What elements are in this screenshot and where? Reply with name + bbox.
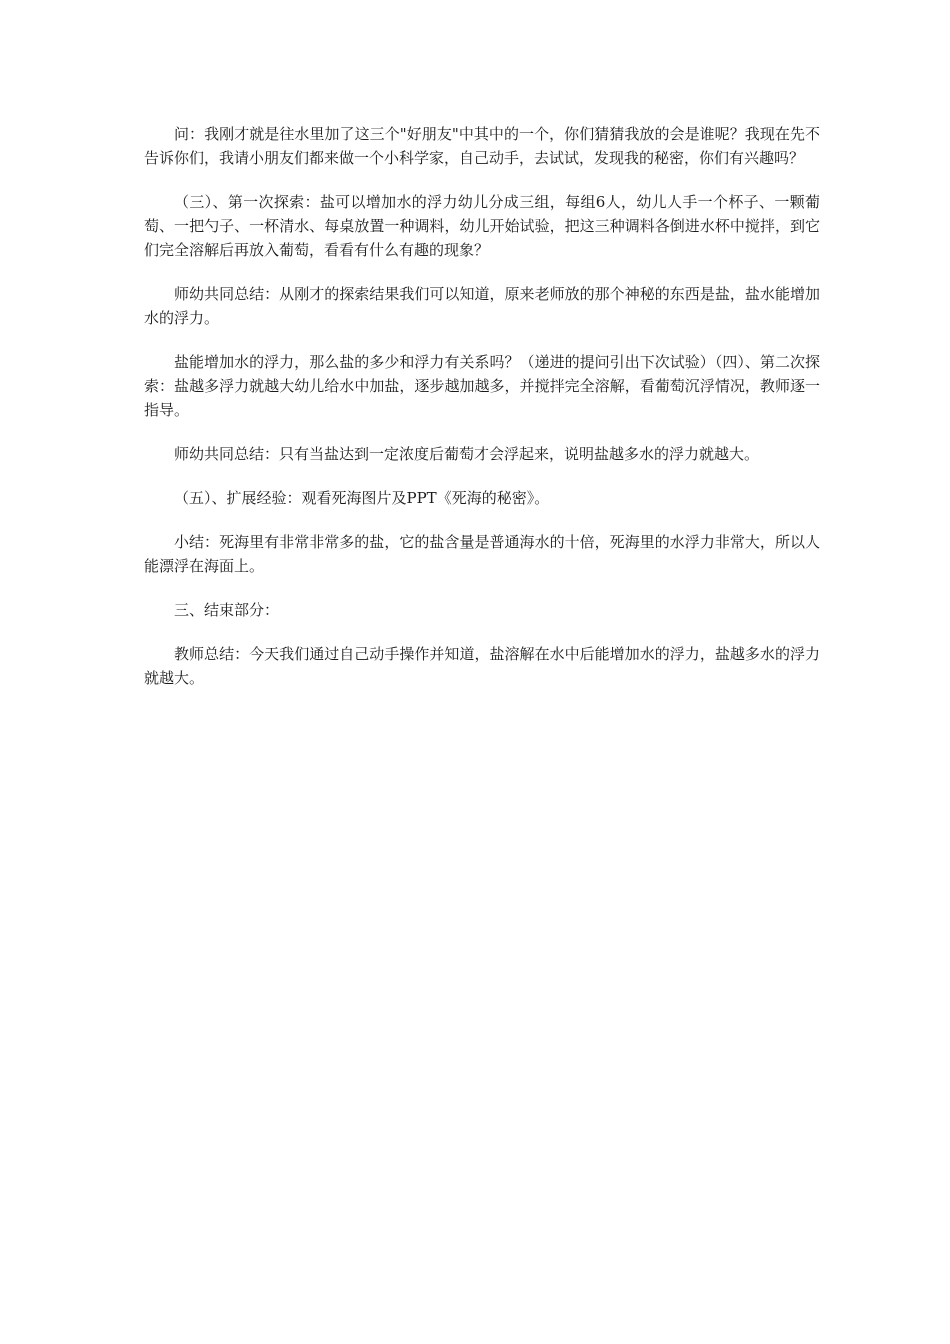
paragraph-summary-one: 师幼共同总结：从刚才的探索结果我们可以知道，原来老师放的那个神秘的东西是盐，盐水能增加水的浮力。 <box>144 285 820 327</box>
paragraph-brief-summary: 小结：死海里有非常非常多的盐，它的盐含量是普通海水的十倍，死海里的水浮力非常大，所以人能漂浮在海面上。 <box>144 533 820 575</box>
paragraph-summary-two: 师幼共同总结：只有当盐达到一定浓度后葡萄才会浮起来，说明盐越多水的浮力就越大。 <box>174 445 760 463</box>
paragraph-second-exploration: 盐能增加水的浮力，那么盐的多少和浮力有关系吗？（递进的提问引出下次试验）（四）、第二次探索：盐越多浮力就越大幼儿给水中加盐，逐步越加越多，并搅拌完全溶解，看葡萄沉浮情况，教师逐一指导。 <box>144 353 820 419</box>
paragraph-extend-experience: （五）、扩展经验：观看死海图片及PPT《死海的秘密》。 <box>174 489 550 507</box>
document-body <box>144 122 820 710</box>
paragraph-first-exploration: （三）、第一次探索：盐可以增加水的浮力幼儿分成三组，每组6人，幼儿人手一个杯子、一颗葡萄、一把勺子、一杯清水、每桌放置一种调料，幼儿开始试验，把这三种调料各倒进水杯中搅拌，到它们完全溶解后再放入葡萄，看看有什么有趣的现象？ <box>144 193 820 259</box>
paragraph-teacher-summary: 教师总结：今天我们通过自己动手操作并知道，盐溶解在水中后能增加水的浮力，盐越多水的浮力就越大。 <box>144 645 820 687</box>
section-heading-ending: 三、结束部分： <box>174 601 280 619</box>
paragraph-question: 问：我刚才就是往水里加了这三个"好朋友"中其中的一个，你们猜猜我放的会是谁呢？我现在先不告诉你们，我请小朋友们都来做一个小科学家，自己动手，去试试，发现我的秘密，你们有兴趣吗？ <box>144 125 820 167</box>
